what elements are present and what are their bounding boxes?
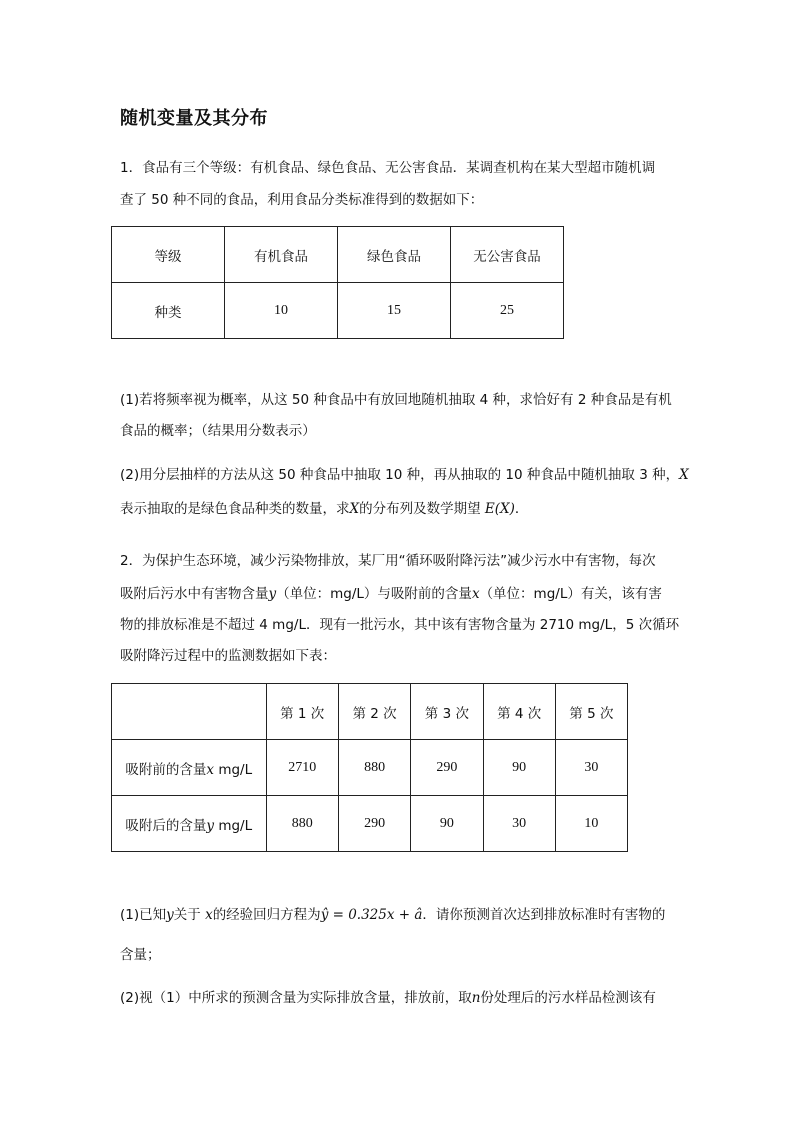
text-segment: 的经验回归方程为 <box>212 907 321 923</box>
table-header-cell: 第 3 次 <box>411 684 483 740</box>
q1-table <box>111 226 564 339</box>
table-row-label <box>112 796 267 852</box>
text-segment: 吸附后的含量 <box>125 817 207 834</box>
q2-part2-line1 <box>120 988 656 1008</box>
text-segment: 吸附前的含量 <box>125 761 207 778</box>
table-cell: 30 <box>555 740 627 796</box>
table-cell: 90 <box>483 740 555 796</box>
table-cell: 880 <box>338 740 410 796</box>
table-header-cell: 第 1 次 <box>266 684 338 740</box>
text-segment: （单位：mg/L）有关，该有害 <box>479 586 662 602</box>
math-var: x <box>471 586 480 602</box>
table-cell: 90 <box>411 796 483 852</box>
text-segment: ．请你预测首次达到排放标准时有害物的 <box>422 907 666 923</box>
table-header-cell <box>112 684 267 740</box>
q2-stem-line4: 吸附降污过程中的监测数据如下表： <box>120 648 336 664</box>
text-segment: 表示抽取的是绿色食品种类的数量，求 <box>120 501 350 517</box>
math-var: x <box>206 761 215 778</box>
q2-table <box>111 683 628 852</box>
text-segment: (1)已知 <box>120 907 167 923</box>
table-header-cell: 无公害食品 <box>450 227 563 283</box>
page-title: 随机变量及其分布 <box>120 108 268 129</box>
math-var: n <box>471 990 481 1006</box>
table-row <box>112 283 564 339</box>
math-expectation: E(X) <box>484 501 515 517</box>
table-row-label <box>112 740 267 796</box>
q2-stem-line3: 物的排放标准是不超过 4 mg/L．现有一批污水，其中该有害物含量为 2710 mg/L，5 次循环 <box>120 617 680 633</box>
table-cell: 880 <box>266 796 338 852</box>
text-segment: (2)视（1）中所求的预测含量为实际排放含量，排放前，取 <box>120 990 472 1006</box>
table-cell: 30 <box>483 796 555 852</box>
text-segment: mg/L <box>218 817 253 834</box>
math-var: X <box>349 501 360 517</box>
table-header-cell: 等级 <box>112 227 225 283</box>
table-row <box>112 796 628 852</box>
table-header-cell: 第 4 次 <box>483 684 555 740</box>
table-cell: 2710 <box>266 740 338 796</box>
text-segment: 关于 <box>173 907 201 923</box>
text-segment: mg/L <box>218 761 253 778</box>
table-row <box>112 227 564 283</box>
text-segment: 的分布列及数学期望 <box>359 501 481 517</box>
text-segment: （单位：mg/L）与吸附前的含量 <box>276 586 472 602</box>
table-row <box>112 684 628 740</box>
text-segment: 份处理后的污水样品检测该有 <box>480 990 656 1006</box>
table-row <box>112 740 628 796</box>
table-cell: 290 <box>338 796 410 852</box>
table-header-cell: 第 5 次 <box>555 684 627 740</box>
text-segment: 吸附后污水中有害物含量 <box>120 586 269 602</box>
q2-stem-line1: 2．为保护生态环境，减少污染物排放，某厂用“循环吸附降污法”减少污水中有害物，每次 <box>120 553 656 569</box>
text-segment: ． <box>514 501 529 517</box>
q1-stem-line1: 1．食品有三个等级：有机食品、绿色食品、无公害食品．某调查机构在某大型超市随机调 <box>120 160 656 176</box>
math-var: y <box>206 817 215 834</box>
table-header-cell: 绿色食品 <box>337 227 450 283</box>
q2-part1-line1 <box>120 905 665 925</box>
text-segment: (2)用分层抽样的方法从这 50 种食品中抽取 10 种，再从抽取的 10 种食品中随机抽取 3 种， <box>120 467 680 483</box>
table-header-cell: 第 2 次 <box>338 684 410 740</box>
table-cell: 10 <box>224 283 337 339</box>
table-row-label: 种类 <box>112 283 225 339</box>
q1-part1-line2: 食品的概率；（结果用分数表示） <box>120 423 316 439</box>
q1-part2-line2 <box>120 499 528 519</box>
math-var: x <box>205 907 213 923</box>
regression-equation: ŷ = 0.325x + â <box>320 907 423 923</box>
table-cell: 25 <box>450 283 563 339</box>
table-cell: 15 <box>337 283 450 339</box>
table-header-cell: 有机食品 <box>224 227 337 283</box>
q1-stem-line2: 查了 50 种不同的食品，利用食品分类标准得到的数据如下： <box>120 192 484 208</box>
q2-stem-line2 <box>120 584 662 604</box>
q1-part1-line1: (1)若将频率视为概率，从这 50 种食品中有放回地随机抽取 4 种，求恰好有 2 种食品是有机 <box>120 392 672 408</box>
math-var: y <box>166 907 174 923</box>
math-var: X <box>679 467 689 483</box>
table-cell: 10 <box>555 796 627 852</box>
q1-part2-line1 <box>120 465 689 485</box>
math-var: y <box>268 586 277 602</box>
q2-part1-line2: 含量； <box>120 947 161 963</box>
table-cell: 290 <box>411 740 483 796</box>
